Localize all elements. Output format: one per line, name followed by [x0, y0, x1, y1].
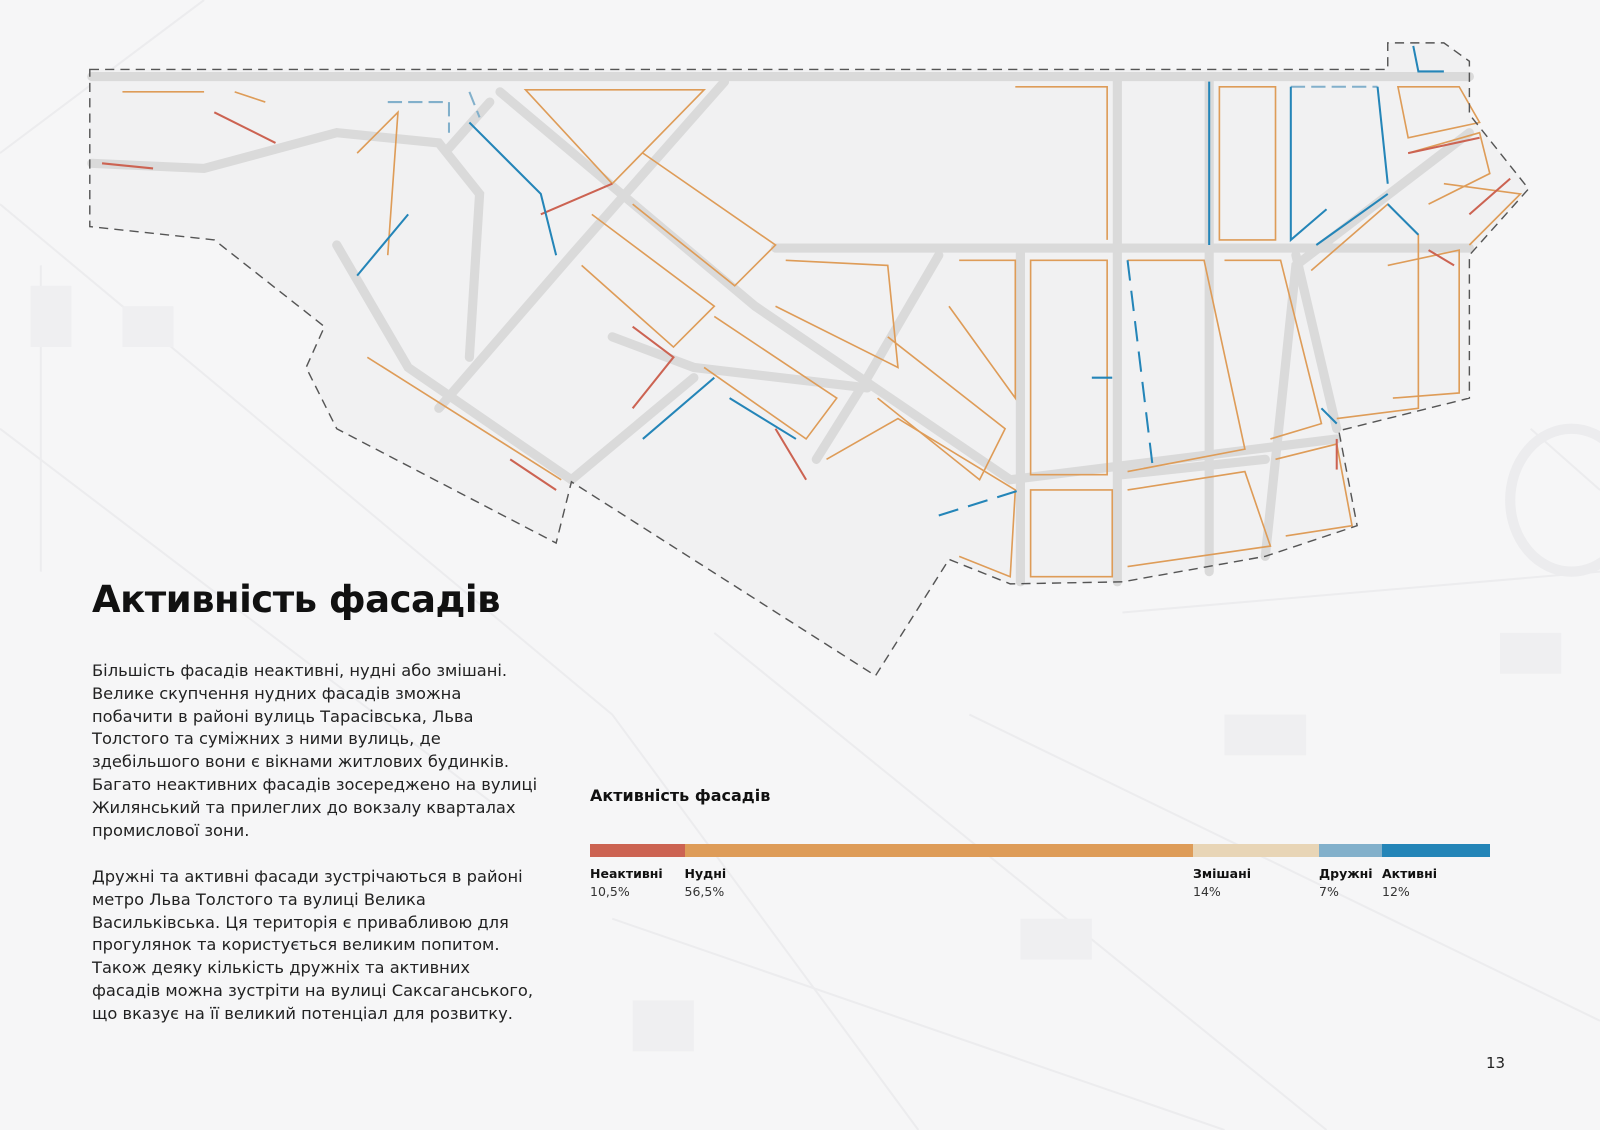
stacked-bar	[590, 844, 1490, 857]
legend-item	[590, 866, 663, 899]
legend-value: 7%	[1319, 884, 1339, 899]
bar-segment-2	[685, 844, 1194, 857]
body-paragraph-2: Дружні та активні фасади зустрічаються в районі метро Льва Толстого та вулиці Велика Васильківська. Ця територія є привабливою для прогулянок та користується великим попитом. Також деяку кількість дружніх та активних фасадів можна зустріти на вулиці Саксаганського, що вказує на її великий потенціал для розвитку.	[92, 867, 534, 1023]
page-number: 13	[1486, 1054, 1506, 1072]
legend-label: Дружні	[1319, 866, 1373, 881]
legend-value: 10,5%	[590, 884, 630, 899]
legend-value: 56,5%	[684, 884, 725, 899]
chart-title: Активність фасадів	[590, 786, 771, 805]
legend-item	[1382, 866, 1437, 899]
bar-segment-1	[590, 844, 685, 857]
legend-label: Змішані	[1193, 866, 1252, 881]
legend-value: 14%	[1193, 884, 1221, 899]
legend-item	[1193, 866, 1251, 899]
legend-value: 12%	[1382, 884, 1410, 899]
page-title: Активність фасадів	[92, 578, 500, 621]
legend-label: Активні	[1382, 866, 1437, 881]
bar-segment-3	[1193, 844, 1319, 857]
bar-segment-5	[1382, 844, 1490, 857]
bar-segment-4	[1319, 844, 1382, 857]
legend-item	[1319, 866, 1373, 899]
body-paragraph-1: Більшість фасадів неактивні, нудні або змішані. Велике скупчення нудних фасадів зможна побачити в районі вулиць Тарасівська, Льва Толстого та суміжних з ними вулиць, де здебільшого вони є вікнами житлових будинків. Багато неактивних фасадів зосереджено на вулиці Жилянський та прилеглих до вокзалу кварталах промислової зони.	[92, 661, 538, 840]
legend-label: Неактивні	[590, 866, 663, 881]
legend-item	[685, 866, 727, 899]
legend-label: Нудні	[684, 866, 727, 881]
